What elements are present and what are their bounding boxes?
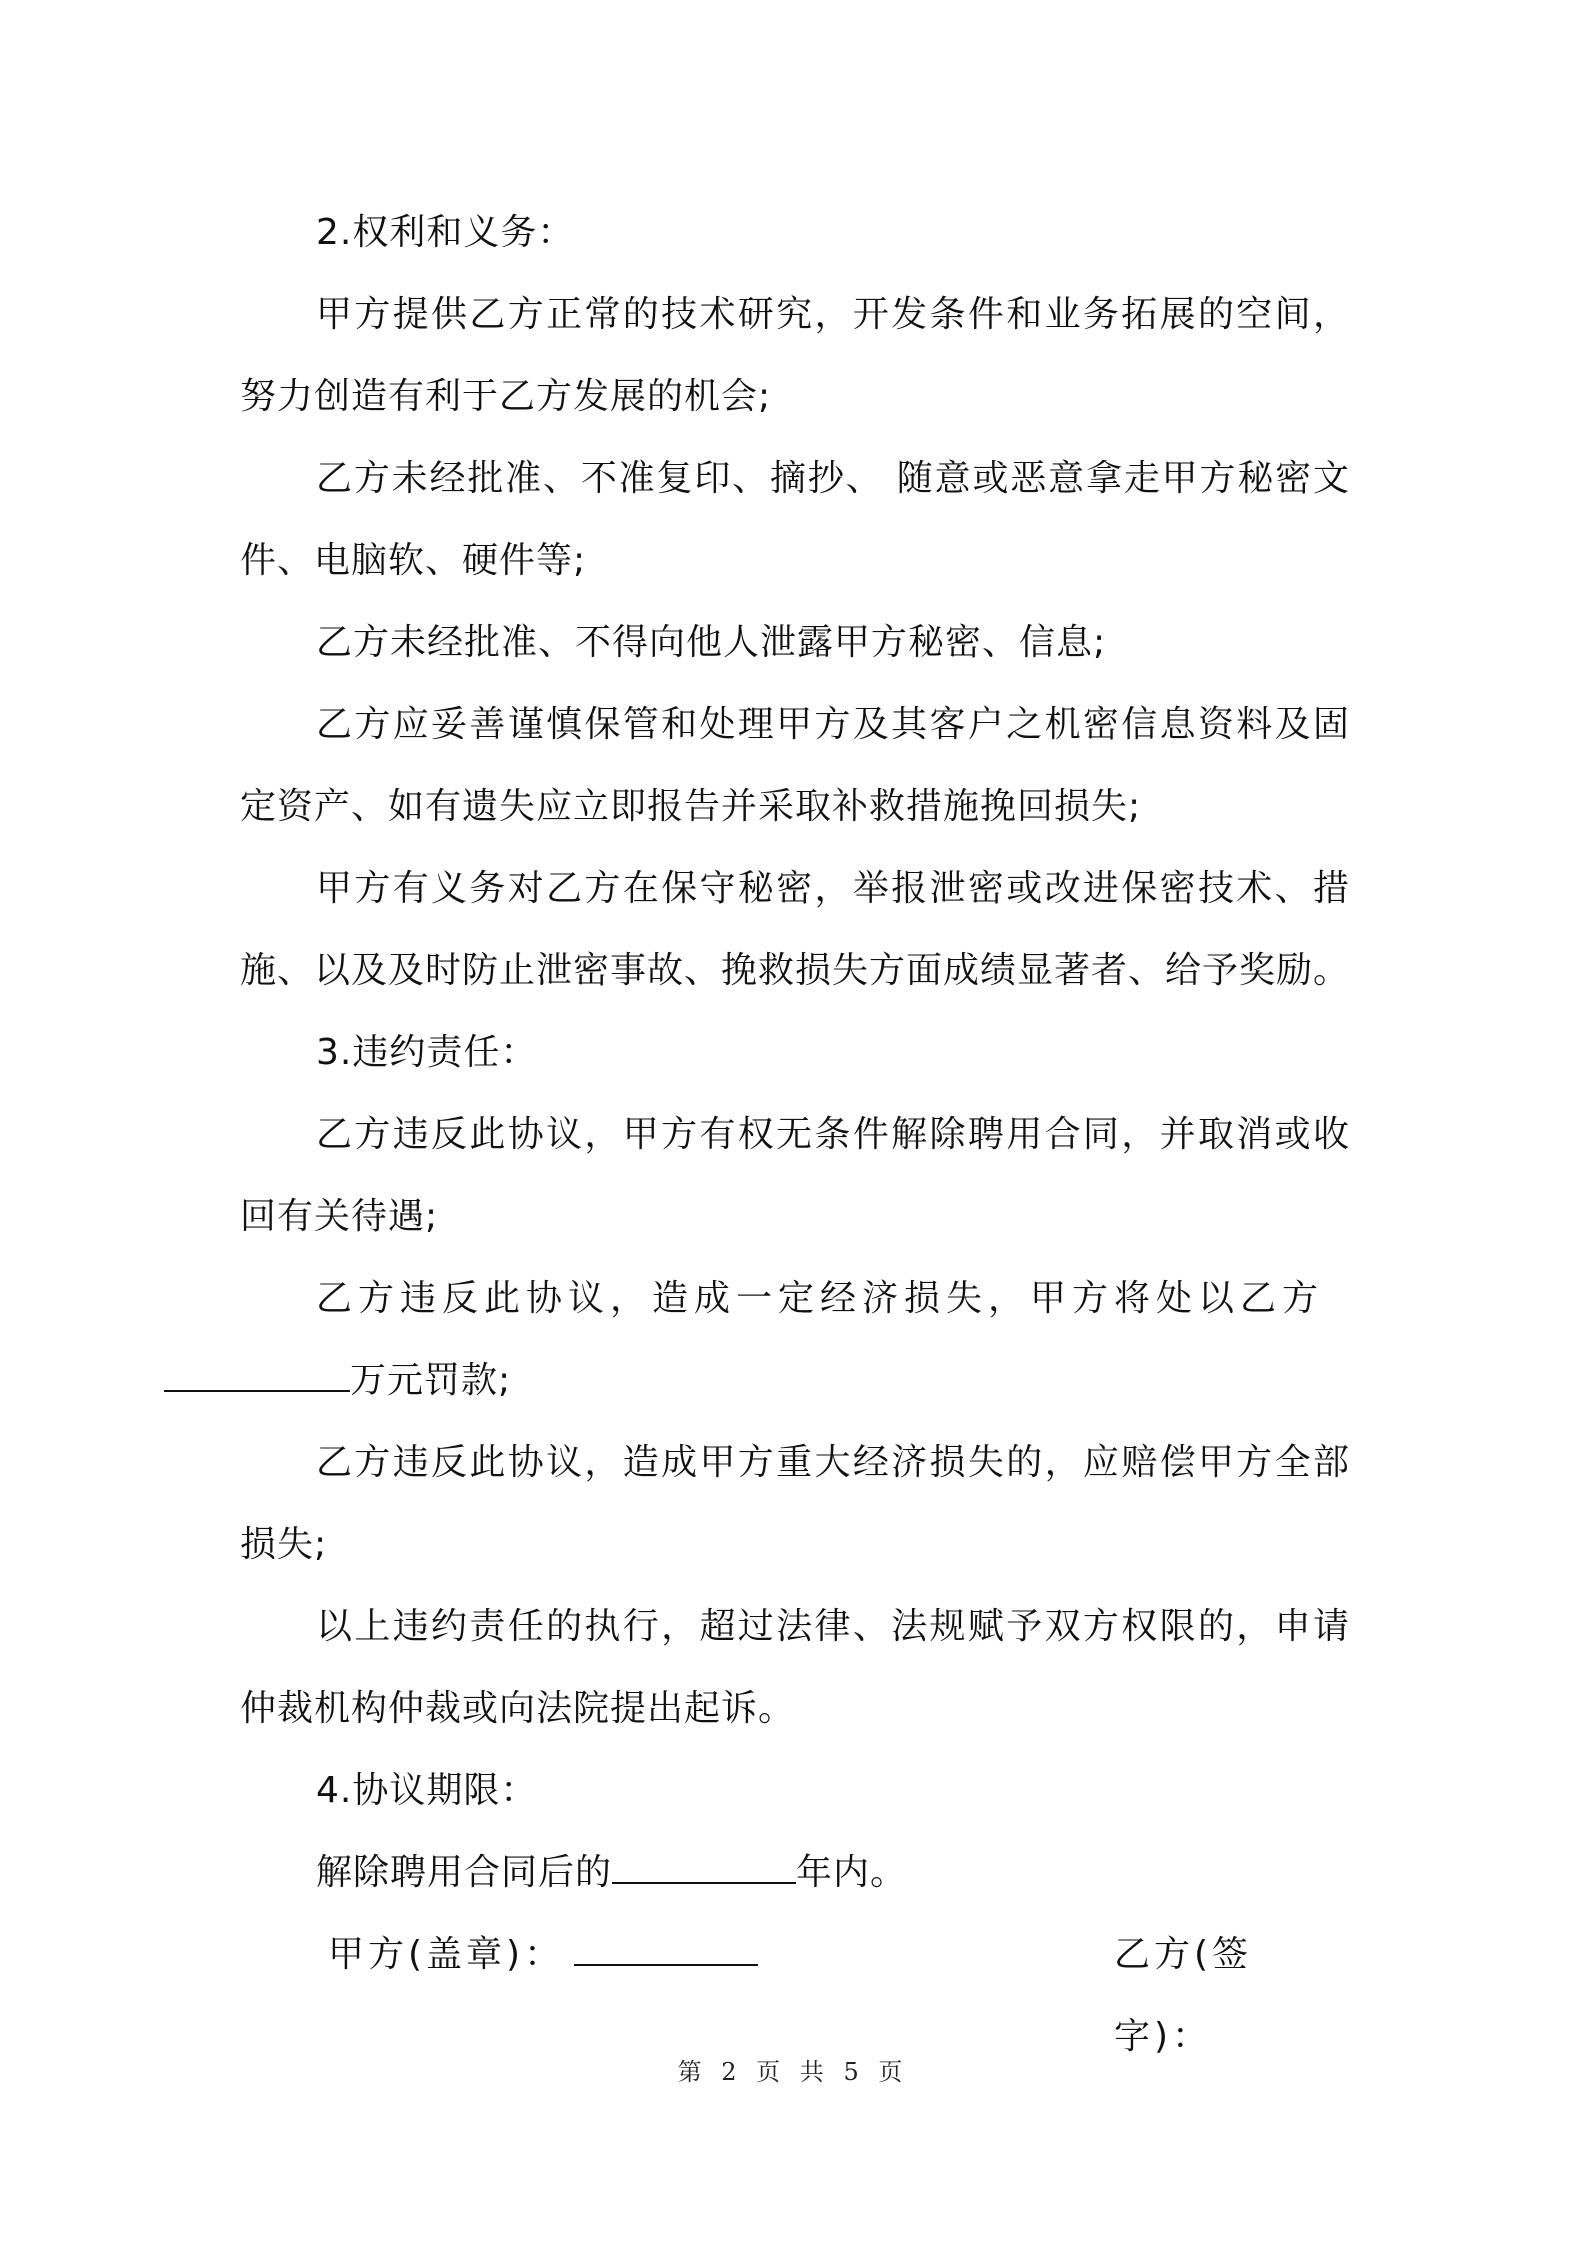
- rights-paragraph-1: 甲方提供乙方正常的技术研究，开发条件和业务拓展的空间，努力创造有利于乙方发展的机会;: [240, 294, 1350, 417]
- party-a-label: 甲方(盖章)：: [328, 1934, 565, 1975]
- party-b-label: 乙方(签字)：: [1114, 1934, 1253, 2057]
- signature-row: [240, 1914, 1350, 2057]
- party-a-seal-blank: [574, 1934, 758, 1966]
- rights-paragraph-3: 乙方未经批准、不得向他人泄露甲方秘密、信息;: [316, 622, 1107, 663]
- liability-paragraph-2: [240, 1258, 1350, 1422]
- liability-paragraph-1: 乙方违反此协议，甲方有权无条件解除聘用合同，并取消或收回有关待遇;: [240, 1114, 1350, 1237]
- liability-paragraph-2-unit: 万元罚款;: [350, 1360, 512, 1401]
- fine-amount-blank: [164, 1360, 350, 1392]
- liability-paragraph-2-text: 乙方违反此协议，造成一定经济损失，甲方将处以乙方: [316, 1278, 1325, 1319]
- term-text-before: 解除聘用合同后的: [316, 1852, 613, 1893]
- rights-paragraph-4: 乙方应妥善谨慎保管和处理甲方及其客户之机密信息资料及固定资产、如有遗失应立即报告并采取补救措施挽回损失;: [240, 704, 1350, 827]
- liability-paragraph-4: 以上违约责任的执行，超过法律、法规赋予双方权限的，申请仲裁机构仲裁或向法院提出起诉。: [240, 1606, 1350, 1729]
- liability-paragraph-3: 乙方违反此协议，造成甲方重大经济损失的，应赔偿甲方全部损失;: [240, 1442, 1350, 1565]
- page-number-footer: 第 2 页 共 5 页: [677, 2058, 909, 2086]
- section-title-rights: 2.权利和义务：: [316, 212, 575, 253]
- party-a-signature: [328, 1914, 758, 1996]
- rights-paragraph-5: 甲方有义务对乙方在保守秘密，举报泄密或改进保密技术、措施、以及及时防止泄密事故、挽救损失方面成绩显著者、给予奖励。: [240, 868, 1351, 991]
- term-text-after: 年内。: [796, 1852, 908, 1893]
- term-years-blank: [612, 1852, 796, 1884]
- document-body: [240, 192, 1351, 2057]
- section-title-term: 4.协议期限：: [316, 1770, 538, 1811]
- rights-paragraph-2: 乙方未经批准、不准复印、摘抄、 随意或恶意拿走甲方秘密文件、电脑软、硬件等;: [240, 458, 1350, 581]
- section-title-liability: 3.违约责任：: [316, 1032, 538, 1073]
- term-paragraph: [240, 1832, 1350, 1914]
